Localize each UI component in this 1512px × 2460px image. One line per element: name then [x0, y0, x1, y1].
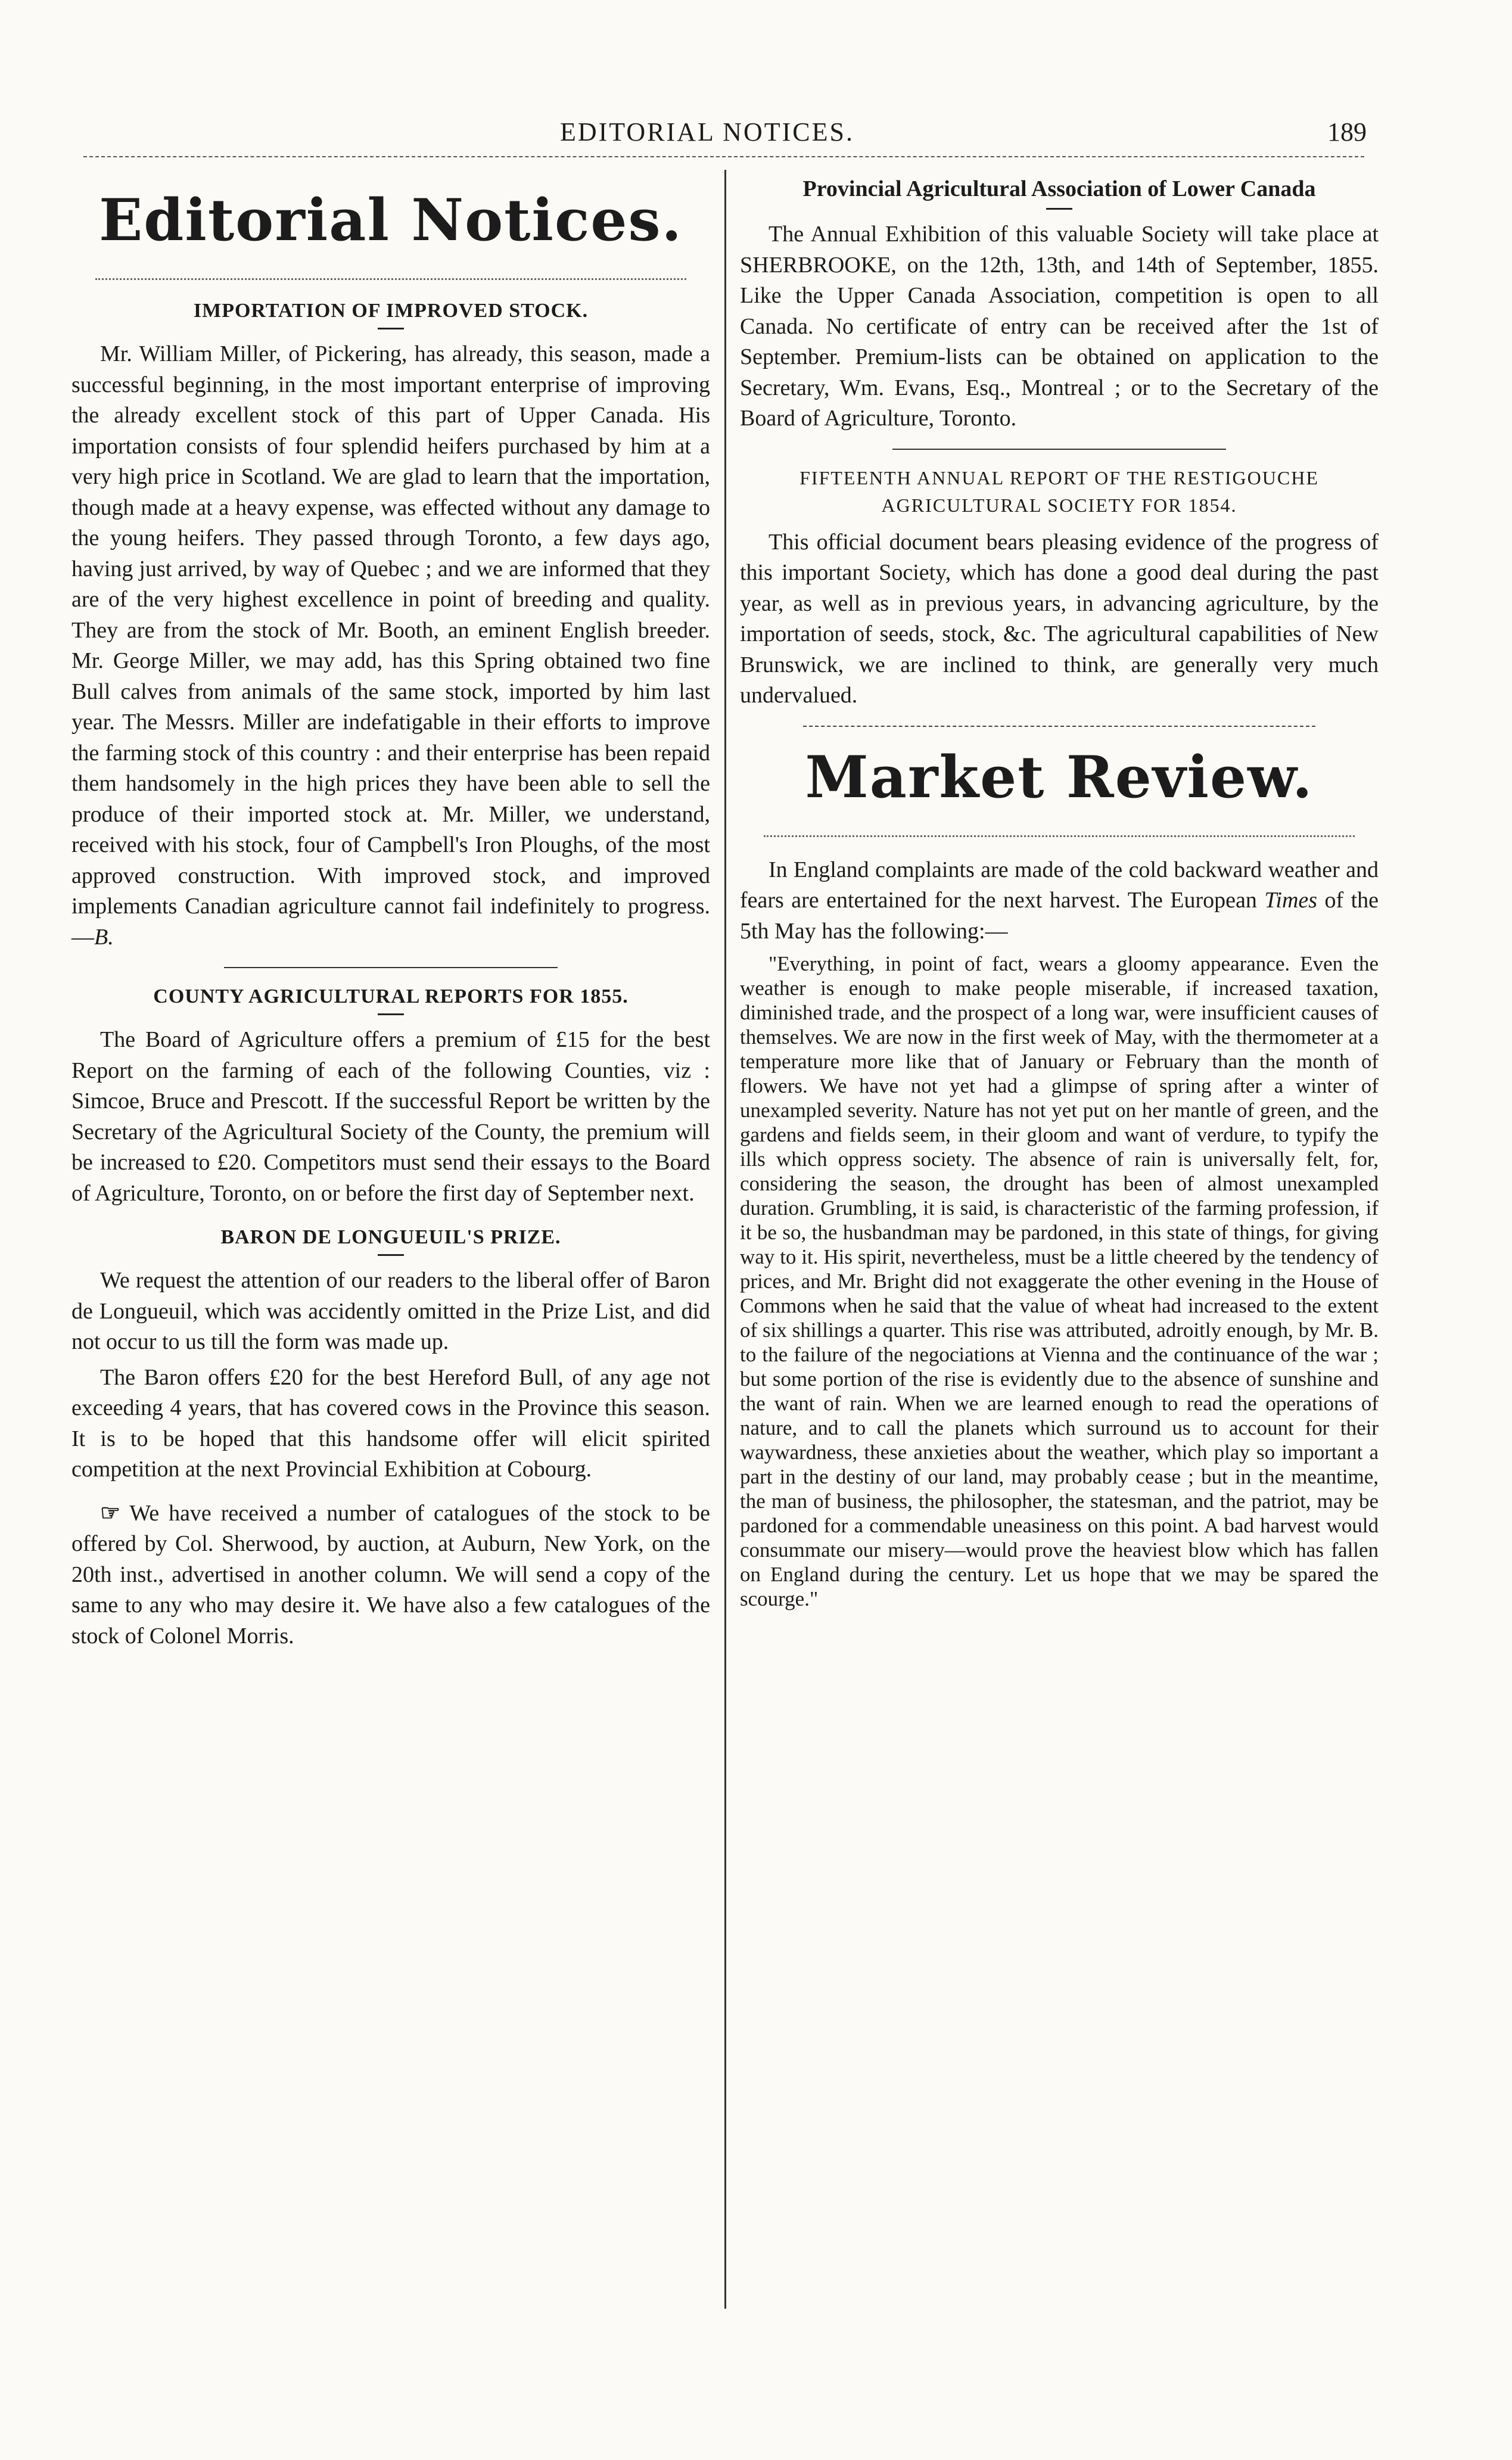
dash-rule	[378, 1013, 404, 1015]
wavy-rule	[95, 270, 686, 280]
column-divider	[724, 170, 726, 2309]
section-rule	[892, 449, 1226, 450]
restigouche-body: This official document bears pleasing evidence of the progress of this important Society, which has done a good deal during the past year, as well as in previous years, in advancing agriculture, by the importation of seeds, stock, &c. The agricultural capabilities of New Brunswick, we are inclined to think, are generally very much undervalued.	[740, 529, 1379, 708]
restigouche-heading-line-2: AGRICULTURAL SOCIETY FOR 1854.	[881, 494, 1237, 516]
importation-body: Mr. William Miller, of Pickering, has already, this season, made a successful beginning, in the most important enterprise of improving the already excellent stock of this part of Upper Canada. His importation consists of four splendid heifers purchased by him at a very high price in Scotland. We are glad to learn that the importation, though made at a heavy expense, was effected without any damage to the young heifers. They passed through Toronto, a few days ago, having just arrived, by way of Quebec ; and we are informed that they are of the very highest excellence in point of breeding and quality. They are from the stock of Mr. Booth, an eminent English breeder. Mr. George Miller, we may add, has this Spring obtained two fine Bull calves from animals of the same stock, imported by him last year. The Messrs. Miller are indefatigable in their efforts to improve the farming stock of this country : and their enterprise has been repaid them handsomely in the high prices they have been able to sell the produce of their imported stock at. Mr. Miller, we understand, received with his stock, four of Campbell's Iron Ploughs, of the most approved construction. With improved stock, and improved implements Canadian agriculture cannot fail indefinitely to progress.—B.	[71, 341, 710, 950]
editorial-notices-masthead: Editorial Notices.	[99, 186, 683, 254]
market-intro: In England complaints are made of the cold backward weather and fears are entertained for the next harvest. The European Times of the 5th May has the following:—	[740, 857, 1379, 944]
county-body: The Board of Agriculture offers a premium of £15 for the best Report on the farming of each of the following Counties, viz : Simcoe, Bruce and Prescott. If the successful Report be written by the Secretary of the Agricultural Society of the County, the premium will be increased to £20. Competitors must send their essays to the Board of Agriculture, Toronto, on or before the first day of September next.	[71, 1027, 710, 1206]
market-quote: "Everything, in point of fact, wears a gloomy appearance. Even the weather is enough to make people miserable, if increased taxation, diminished trade, and the prospect of a long war, were insufficient causes of themselves. We are now in the first week of May, with the thermometer at a temperature more like that of January or February than the month of flowers. We have not yet had a glimpse of spring after a winter of unexampled severity. Nature has not yet put on her mantle of green, and the gardens and fields seem, in their gloom and want of verdure, to typify the ills which oppress society. The absence of rain is universally felt, for, considering the season, the drought has been of almost unexampled duration. Grumbling, it is said, is characteristic of the farming profession, if it be so, the husbandman may be pardoned, in this state of things, for giving way to it. His spirit, nevertheless, must be a little cheered by the tendency of prices, and Mr. Bright did not exaggerate the other evening in the House of Commons when he said that the value of wheat had increased to the extent of six shillings a quarter. This rise was attributed, adroitly enough, by Mr. B. to the failure of the negociations at Vienna and the continuance of the war ; but some portion of the rise is evidently due to the absence of sunshine and the want of rain. When we are learned enough to read the operations of nature, and to call the planets which surround us to account for their waywardness, these anxieties about the weather, which play so important a part in the destiny of our land, may probably cease ; but in the meantime, the man of business, the philosopher, the statesman, and the patriot, may be pardoned for a commendable uneasiness on this point. A bad harvest would consummate our misery—would prove the heaviest blow which has fallen on England during the century. Let us hope that we may be spared the scourge."	[740, 952, 1379, 1610]
running-head	[0, 117, 1512, 153]
county-heading: COUNTY AGRICULTURAL REPORTS FOR 1855.	[153, 985, 629, 1007]
right-column	[740, 170, 1379, 1616]
restigouche-heading-line-1: FIFTEENTH ANNUAL REPORT OF THE RESTIGOUCHE	[799, 467, 1319, 489]
signature: B.	[94, 924, 114, 950]
running-title: EDITORIAL NOTICES.	[560, 117, 854, 147]
importation-heading: IMPORTATION OF IMPROVED STOCK.	[193, 300, 589, 322]
restigouche-heading	[740, 464, 1379, 519]
pointing-hand-icon: ☞	[100, 1500, 121, 1526]
dash-rule	[378, 1254, 404, 1256]
baron-para-1: We request the attention of our readers to the liberal offer of Baron de Longueuil, which was accidently omitted in the Prize List, and did not occur to us till the form was made up.	[71, 1268, 710, 1354]
market-review-masthead: Market Review.	[805, 743, 1314, 811]
provincial-body: The Annual Exhibition of this valuable Society will take place at SHERBROOKE, on the 12th, 13th, and 14th of September, 1855. Like the Upper Canada Association, competition is open to all Canada. No certificate of entry can be received after the 1st of September. Premium-lists can be obtained on application to the Secretary, Wm. Evans, Esq., Montreal ; or to the Secretary of the Board of Agriculture, Toronto.	[740, 222, 1379, 431]
baron-heading: BARON DE LONGUEUIL'S PRIZE.	[220, 1226, 561, 1248]
dash-rule	[378, 328, 404, 329]
wavy-rule	[764, 827, 1355, 837]
section-rule	[803, 726, 1315, 727]
baron-para-2: The Baron offers £20 for the best Hereford Bull, of any age not exceeding 4 years, that has covered cows in the Province this season. It is to be hoped that this handsome offer will elicit spirited competition at the next Provincial Exhibition at Cobourg.	[71, 1364, 710, 1482]
section-rule	[224, 967, 558, 968]
dash-rule	[1046, 208, 1072, 210]
header-rule	[83, 156, 1364, 157]
page-number: 189	[1327, 117, 1367, 147]
left-column	[71, 170, 710, 1656]
catalogues-notice: ☞ We have received a number of catalogues of the stock to be offered by Col. Sherwood, by auction, at Auburn, New York, on the 20th inst., advertised in another column. We will send a copy of the same to any who may desire it. We have also a few catalogues of the stock of Colonel Morris.	[71, 1500, 710, 1649]
provincial-heading: Provincial Agricultural Association of Lower Canada	[802, 176, 1316, 201]
